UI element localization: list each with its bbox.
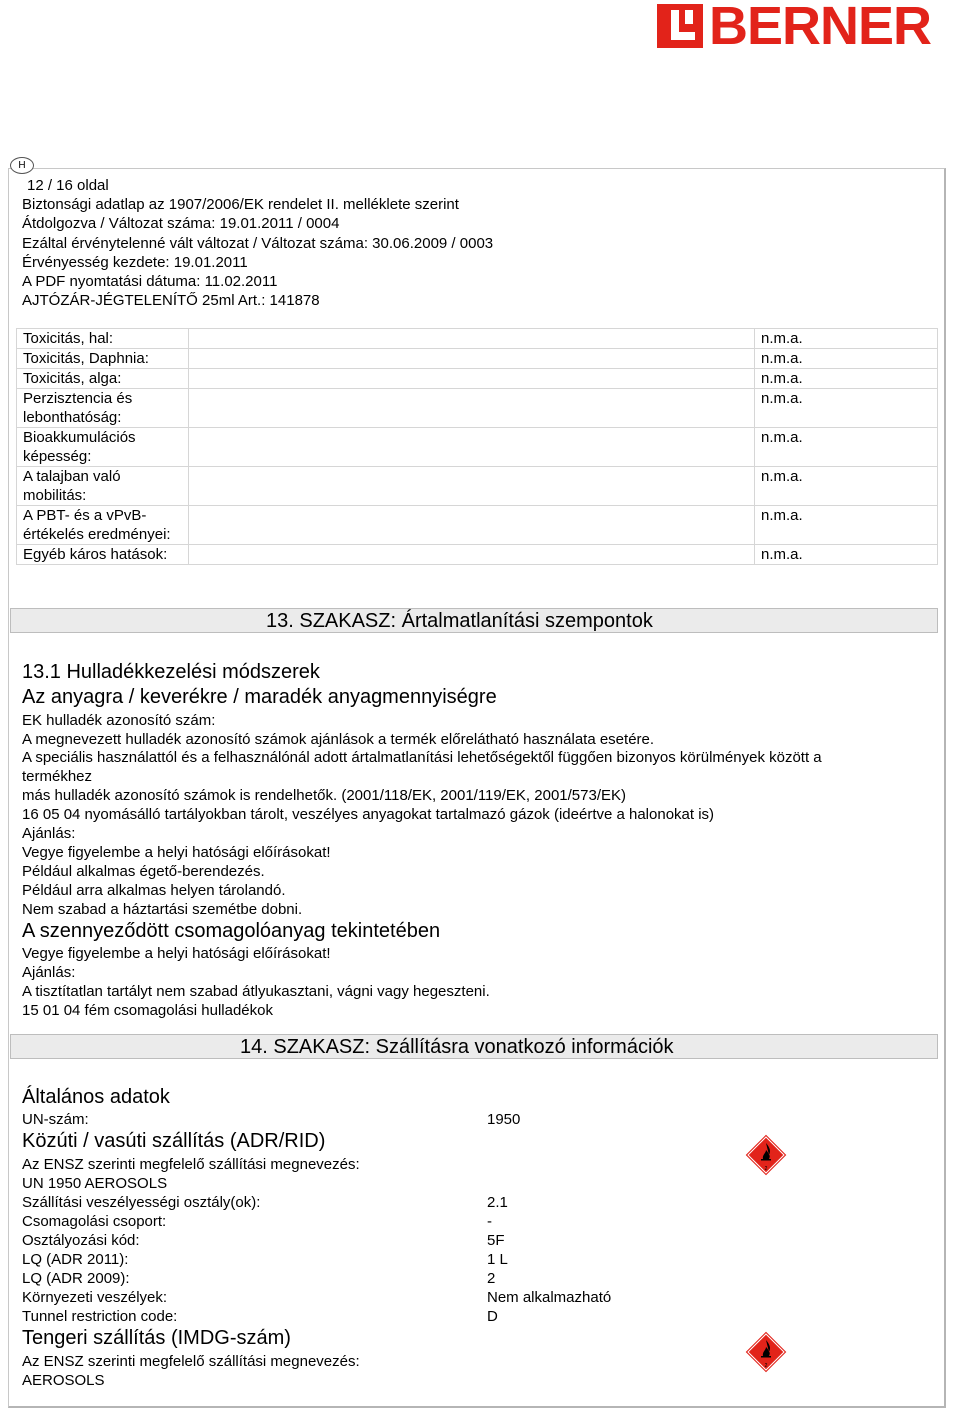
table-row [17, 545, 938, 565]
field-value: Nem alkalmazható [487, 1289, 612, 1306]
table-label: Perzisztencia és lebonthatóság: [17, 389, 189, 428]
field-label: Környezeti veszélyek: [22, 1289, 168, 1306]
text-line: Ajánlás: [22, 825, 76, 842]
section-14-bar [10, 1034, 938, 1059]
field-value: 1950 [487, 1111, 521, 1128]
table-row [17, 349, 938, 369]
text-line: A speciális használattól és a felhasználónál adott ártalmatlanítási lehetőségektől függően bizonyos körülmények között a [22, 749, 822, 766]
field-value: UN 1950 AEROSOLS [22, 1175, 168, 1192]
svg-text:2: 2 [764, 1363, 768, 1369]
ecotoxicity-table [16, 328, 938, 565]
table-row [17, 329, 938, 349]
table-value: n.m.a. [755, 467, 938, 506]
text-line: Például alkalmas égető-berendezés. [22, 863, 265, 880]
subsection-heading: Közúti / vasúti szállítás (ADR/RID) [22, 1130, 326, 1152]
table-value: n.m.a. [755, 428, 938, 467]
table-label: A talajban való mobilitás: [17, 467, 189, 506]
field-value: 2 [487, 1270, 496, 1287]
table-row [17, 467, 938, 506]
field-label: Szállítási veszélyességi osztály(ok): [22, 1194, 261, 1211]
document-header [22, 176, 493, 310]
text-line: Vegye figyelembe a helyi hatósági előírásokat! [22, 844, 331, 861]
field-label: Tunnel restriction code: [22, 1308, 178, 1325]
subsection-heading: Általános adatok [22, 1086, 170, 1108]
berner-logo-mark-icon [657, 2, 707, 52]
header-line: Biztonsági adatlap az 1907/2006/EK rendelet II. melléklete szerint [22, 196, 459, 214]
text-line: Nem szabad a háztartási szemétbe dobni. [22, 901, 303, 918]
logo-text: BERNER [709, 0, 932, 56]
svg-text:2: 2 [764, 1166, 768, 1172]
table-label: Bioakkumulációs képesség: [17, 428, 189, 467]
text-line: Például arra alkalmas helyen tárolandó. [22, 882, 286, 899]
field-label: Osztályozási kód: [22, 1232, 140, 1249]
subsection-heading: Tengeri szállítás (IMDG-szám) [22, 1327, 291, 1349]
language-badge: H [10, 157, 34, 174]
table-row [17, 428, 938, 467]
table-label: Toxicitás, Daphnia: [17, 349, 189, 369]
subsection-heading: A szennyeződött csomagolóanyag tekintetében [22, 920, 441, 942]
flammable-gas-diamond-icon [744, 1330, 788, 1374]
header-line: Átdolgozva / Változat száma: 19.01.2011 / 0004 [22, 215, 340, 233]
text-line: 15 01 04 fém csomagolási hulladékok [22, 1002, 273, 1019]
table-value: n.m.a. [755, 506, 938, 545]
field-label: Az ENSZ szerinti megfelelő szállítási megnevezés: [22, 1353, 360, 1370]
subsection-heading: Az anyagra / keverékre / maradék anyagmennyiségre [22, 686, 497, 708]
section-13-bar [10, 608, 938, 633]
section-13-title: 13. SZAKASZ: Ártalmatlanítási szempontok [266, 610, 653, 632]
field-value: D [487, 1308, 498, 1325]
text-line: EK hulladék azonosító szám: [22, 712, 216, 729]
text-line: A megnevezett hulladék azonosító számok ajánlások a termék előrelátható használata esetére. [22, 731, 655, 748]
table-value: n.m.a. [755, 349, 938, 369]
table-value: n.m.a. [755, 369, 938, 389]
table-value: n.m.a. [755, 545, 938, 565]
table-value: n.m.a. [755, 389, 938, 428]
product-name: AJTÓZÁR-JÉGTELENÍTŐ 25ml Art.: 141878 [22, 292, 320, 310]
header-line: A PDF nyomtatási dátuma: 11.02.2011 [22, 273, 278, 291]
table-label: Egyéb káros hatások: [17, 545, 189, 565]
table-row [17, 506, 938, 545]
text-line: Ajánlás: [22, 964, 76, 981]
flammable-gas-diamond-icon [744, 1133, 788, 1177]
table-row [17, 369, 938, 389]
header-line: Ezáltal érvénytelenné vált változat / Változat száma: 30.06.2009 / 0003 [22, 234, 494, 252]
header-line: Érvényesség kezdete: 19.01.2011 [22, 253, 248, 271]
section-14-title: 14. SZAKASZ: Szállításra vonatkozó információk [240, 1036, 674, 1058]
berner-logo [657, 0, 959, 56]
table-label: Toxicitás, alga: [17, 369, 189, 389]
field-value: - [487, 1213, 492, 1230]
field-label: Csomagolási csoport: [22, 1213, 167, 1230]
table-row [17, 389, 938, 428]
text-line: más hulladék azonosító számok is rendelhetők. (2001/118/EK, 2001/119/EK, 2001/573/EK) [22, 787, 626, 804]
field-label: LQ (ADR 2009): [22, 1270, 130, 1287]
field-value: 2.1 [487, 1194, 508, 1211]
table-label: A PBT- és a vPvB-értékelés eredményei: [17, 506, 189, 545]
table-label: Toxicitás, hal: [17, 329, 189, 349]
page-number: 12 / 16 oldal [27, 177, 109, 194]
text-line: A tisztítatlan tartályt nem szabad átlyukasztani, vágni vagy hegeszteni. [22, 983, 490, 1000]
table-value: n.m.a. [755, 329, 938, 349]
text-line: 16 05 04 nyomásálló tartályokban tárolt, veszélyes anyagokat tartalmazó gázok (ideértve a halonokat is) [22, 806, 715, 823]
text-line: Vegye figyelembe a helyi hatósági előírásokat! [22, 945, 331, 962]
field-label: Az ENSZ szerinti megfelelő szállítási megnevezés: [22, 1156, 360, 1173]
field-value: AEROSOLS [22, 1372, 105, 1389]
text-line: termékhez [22, 768, 93, 785]
field-value: 1 L [487, 1251, 508, 1268]
field-label: UN-szám: [22, 1111, 89, 1128]
field-value: 5F [487, 1232, 505, 1249]
subsection-heading: 13.1 Hulladékkezelési módszerek [22, 661, 320, 683]
field-label: LQ (ADR 2011): [22, 1251, 129, 1268]
